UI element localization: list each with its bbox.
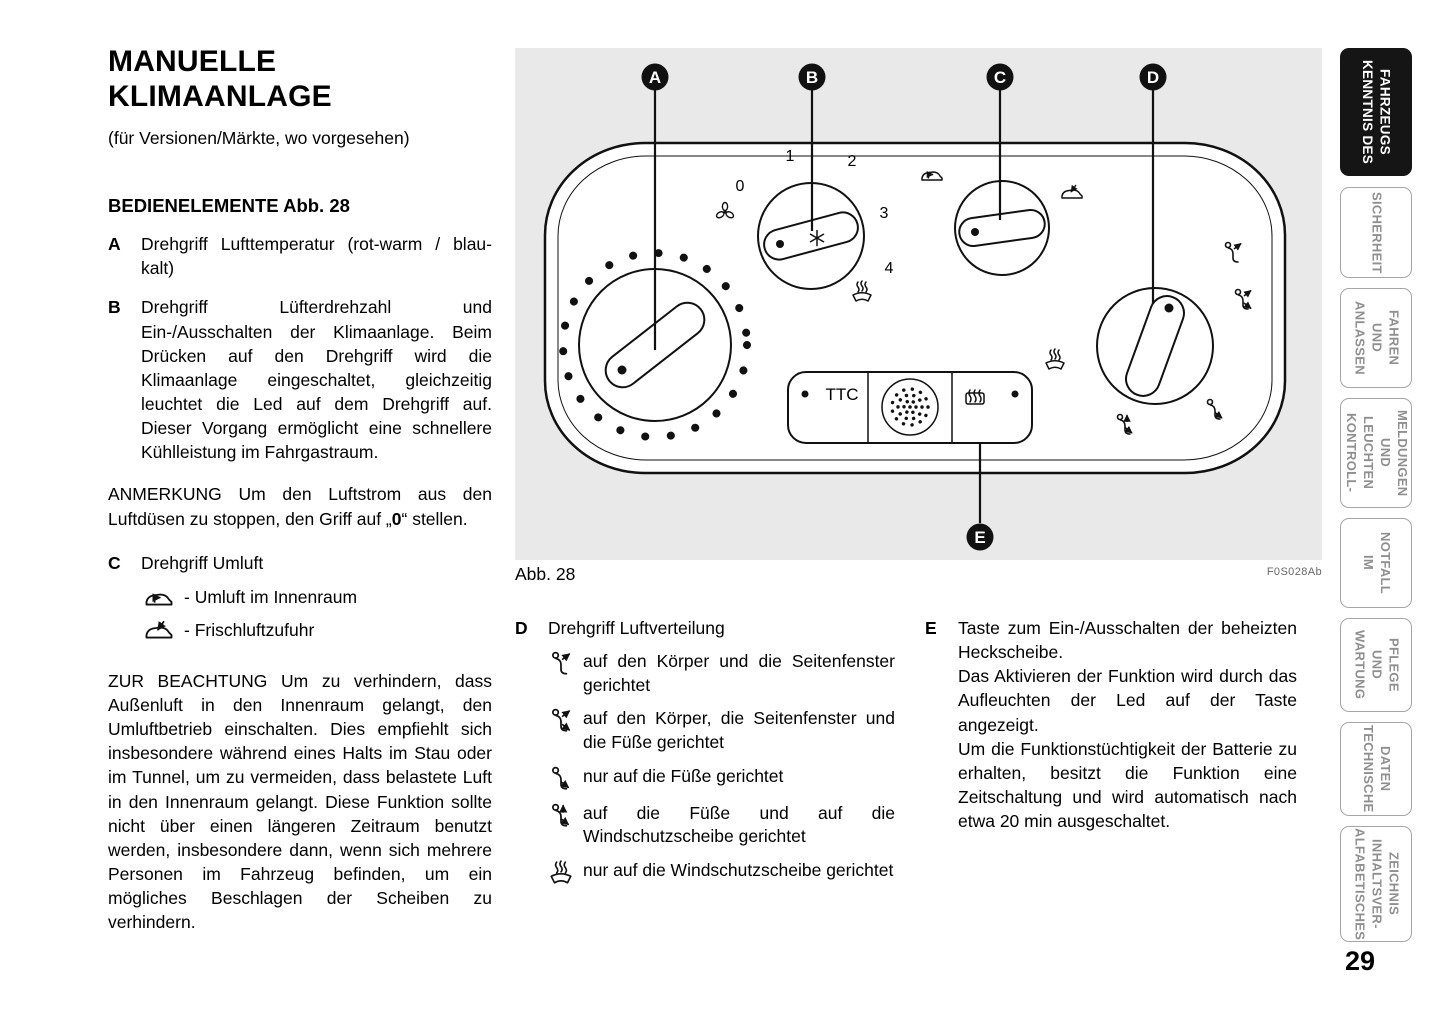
tab-label: IM NOTFALL (1361, 531, 1393, 595)
d-title: Drehgriff Luftverteilung (548, 618, 725, 638)
e-block (925, 616, 1297, 833)
note-text-before: ANMERKUNG Um den Luftstrom aus den Luftdüsen zu stoppen, den Griff auf „ (108, 484, 492, 529)
tab-label: SICHERHEIT (1369, 191, 1385, 274)
list-item-air-to-feet (515, 765, 895, 792)
note-text-after: “ stellen. (401, 508, 468, 529)
tab-im-notfall (1340, 518, 1412, 608)
callout-a (642, 64, 669, 91)
d-key: D (515, 618, 528, 638)
scale-1: 1 (785, 148, 795, 165)
recirculation-label: - Umluft im Innenraum (184, 586, 358, 607)
list-item-air-windshield (515, 859, 895, 886)
ttc-label: TTC (825, 385, 859, 404)
callout-e (967, 524, 994, 551)
svg-text:B: B (805, 68, 819, 87)
scale-2: 2 (847, 153, 857, 170)
page-number: 29 (1345, 946, 1376, 976)
tab-wartung-und-pflege (1340, 618, 1412, 712)
list-item-text: nur auf die Füße gerichtet (583, 765, 784, 786)
figure-code: F0S028Ab (1266, 566, 1322, 578)
e-paragraph: Das Aktivieren der Funktion wird durch das Aufleuchten der Led auf der Taste angezeigt. (958, 666, 1297, 735)
hvac-panel-figure (515, 48, 1322, 560)
tab-kenntnis-des-fahrzeugs (1340, 48, 1412, 176)
d-section (515, 616, 895, 886)
caution-paragraph: ZUR BEACHTUNG Um zu verhindern, dass Außenluft in den Innenraum gelangt, den Umluftbetrieb einschalten. Dies empfiehlt sich insbesondere während eines Halts im Stau oder im Tunnel, um zu vermeiden, dass belastete Luft in den Innenraum gelangt. Diese Funktion sollte nicht über einen längeren Zeitraum benutzt werden, insbesondere dann, wenn sich mehrere Personen im Fahrzeug befinden, um ein mögliches Beschlagen der Scheiben zu verhindern. (108, 670, 492, 933)
fresh-air-label: - Frischluftzufuhr (184, 619, 315, 640)
fresh-air-icon (144, 620, 174, 640)
d-heading (515, 616, 895, 640)
list-item-air-to-face (515, 650, 895, 697)
figure-abb-28 (515, 48, 1322, 560)
item-a-text: Drehgriff Lufttemperatur (rot-warm / blau-kalt) (141, 234, 492, 279)
air-feet-windshield-icon (548, 803, 574, 829)
item-b (108, 295, 492, 464)
tab-technische-daten (1340, 722, 1412, 816)
list-item-air-bilevel (515, 707, 895, 754)
air-to-face-icon (548, 651, 574, 677)
e-paragraph: Um die Funktionstüchtigkeit der Batterie zu erhalten, besitzt die Funktion eine Zeitschaltung und wird automatisch nach etwa 20 min ausgeschaltet. (958, 738, 1297, 832)
recirculation-row (108, 587, 492, 608)
tab-label: KONTROLL-LEUCHTEN UND MELDUNGEN (1344, 409, 1410, 497)
recirculation-icon (144, 587, 174, 607)
section-heading: BEDIENELEMENTE Abb. 28 (108, 195, 350, 217)
tab-label: WARTUNG UND PFLEGE (1352, 630, 1402, 700)
item-a (108, 232, 492, 280)
tab-anlassen-und-fahren (1340, 288, 1412, 388)
figure-caption: Abb. 28 (515, 564, 576, 584)
item-c-title: Drehgriff Umluft (141, 552, 264, 573)
e-paragraph: Taste zum Ein-/Ausschalten der beheizten Heckscheibe. (958, 618, 1297, 663)
list-item-text: nur auf die Windschutzscheibe gerichtet (583, 859, 894, 880)
svg-text:A: A (648, 68, 662, 87)
scale-0: 0 (735, 178, 745, 195)
tab-alfabetisches-inhaltsverzeichnis (1340, 826, 1412, 942)
callout-b (799, 64, 826, 91)
left-column (108, 44, 492, 934)
svg-text:D: D (1146, 68, 1160, 87)
figure-meta (515, 564, 1322, 585)
tab-label: ALFABETISCHES INHALTSVER-ZEICHNIS (1352, 827, 1402, 941)
item-b-key: B (108, 297, 121, 318)
scale-4: 4 (884, 260, 894, 277)
list-item-text: auf die Füße und auf die Windschutzscheibe gerichtet (583, 802, 895, 847)
air-bilevel-icon (548, 708, 574, 734)
button-bar (788, 372, 1032, 443)
item-a-key: A (108, 234, 121, 255)
fresh-air-row (108, 620, 492, 641)
item-c (108, 551, 492, 575)
tab-label: TECHNISCHE DATEN (1361, 725, 1393, 813)
tab-kontrollleuchten-und-meldungen (1340, 398, 1412, 508)
e-text (958, 616, 1297, 833)
e-section (925, 616, 1297, 833)
list-item-air-feet-windshield (515, 802, 895, 849)
e-key: E (925, 618, 937, 638)
subtitle: (für Versionen/Märkte, wo vorgesehen) (108, 128, 410, 149)
tab-sicherheit (1340, 187, 1412, 278)
note-zero: 0 (391, 508, 402, 529)
note-paragraph (108, 482, 492, 530)
list-item-text: auf den Körper, die Seitenfenster und die Füße gerichtet (583, 708, 895, 753)
air-to-feet-icon (548, 766, 574, 792)
callout-c (987, 64, 1014, 91)
item-b-text: Drehgriff Lüfterdrehzahl und Ein-/Ausschalten der Klimaanlage. Beim Drücken auf den Drehgriff wird die Klimaanlage eingeschaltet, gleichzeitig leuchtet die Led auf dem Drehgriff auf. Dieser Vorgang ermöglicht eine schnellere Kühlleistung im Fahrgastraum. (141, 297, 492, 463)
tab-label: KENNTNIS DES FAHRZEUGS (1360, 59, 1393, 165)
tab-label: ANLASSEN UND FAHREN (1352, 301, 1402, 375)
svg-text:C: C (993, 68, 1007, 87)
callout-d (1140, 64, 1167, 91)
list-item-text: auf den Körper und die Seitenfenster gerichtet (583, 651, 895, 695)
air-windshield-icon (548, 860, 574, 886)
page-title: MANUELLE KLIMAANLAGE (108, 45, 332, 114)
scale-3: 3 (879, 205, 889, 222)
svg-text:E: E (974, 528, 986, 547)
item-c-key: C (108, 552, 121, 573)
